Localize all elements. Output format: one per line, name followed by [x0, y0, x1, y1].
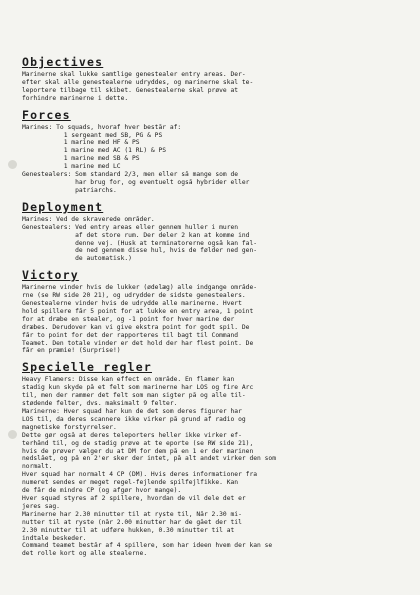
text-line: magnetiske forstyrrelser. [22, 423, 117, 431]
text-line: 1 marine med SB & PS [22, 155, 140, 163]
section-heading: Specielle regler [22, 360, 152, 375]
text-line: Marinerne vinder hvis de lukker (ødelæg) alle indgange område- [22, 284, 258, 292]
text-line: Genestealers: Som standard 2/3, men eller så mange som de [22, 171, 239, 179]
text-line: efter skal alle genestealerne udryddes, og marinerne skal te- [22, 78, 254, 86]
text-line: til, men der rammer det felt som man sigter på og alle til- [22, 392, 246, 400]
section-deployment [22, 201, 398, 263]
text-line: Teamet. Den totale vinder er det hold der har flest point. De [22, 339, 254, 347]
punch-hole-mark [8, 160, 17, 169]
section-heading: Deployment [22, 199, 104, 214]
section-heading: Forces [22, 107, 71, 122]
text-line: de får de mindre CP (og afgør hvor mange). [22, 487, 182, 495]
text-line: af det store rum. Der deler 2 kan at komme ind [22, 231, 250, 239]
section-heading: Objectives [22, 55, 104, 69]
text-line: numeret sendes er meget regel-fejlende spilfejlfikke. Kan [22, 479, 239, 487]
text-line: 1 marine med HF & PS [22, 139, 140, 147]
text-line: nutter til at ryste (når 2.00 minutter har de gået der til [22, 518, 242, 526]
text-line: har brug for, og eventuelt også hybrider eller [22, 178, 250, 186]
text-line: stadig kun skyde på et felt som marinerne har LOS og fire Arc [22, 384, 254, 392]
text-line: Marines: Ved de skraverede områder. [22, 215, 155, 223]
section-heading: Victory [22, 268, 79, 283]
text-line: får en præmie! (Surprise!) [22, 347, 121, 355]
document-body [22, 56, 398, 558]
text-line: Marines: To squads, hvoraf hver består af: [22, 123, 182, 131]
text-line: nedslået, og på en 2'er sker der intet, på alt andet virker den som [22, 455, 277, 463]
text-line: indtale beskeder. [22, 534, 87, 542]
section-victory [22, 269, 398, 355]
section-specielle-regler [22, 361, 398, 558]
text-line: hvis de prøver vælger du at DM for dem på en 1 er der marinen [22, 447, 254, 455]
text-line: for at dræbe en stealer, og -1 point for hver marine der [22, 315, 235, 323]
text-line: stødende felter, dvs. maksimalt 9 felter. [22, 400, 178, 408]
text-line: normalt. [22, 463, 53, 471]
text-line: leportere tilbage til skibet. Genestealerne skal prøve at [22, 86, 239, 94]
text-line: får to point for det der rapporteres til bagt til Command [22, 331, 239, 339]
text-line: Heavy Flamers: Disse kan effect en område. En flamer kan [22, 376, 235, 384]
text-line: Command teamet består af 4 spillere, som har ideen hvem der kan se [22, 542, 273, 550]
text-line: Marinerne skal lukke samtlige genestealer entry areas. Der- [22, 71, 246, 78]
text-line: LOS til, da deres scannere ikke virker på grund af radio og [22, 415, 246, 423]
text-line: Hver squad har normalt 4 CP (DM). Hvis deres informationer fra [22, 471, 258, 479]
text-line: terhånd til, og de stadig prøve at te eporte (se RW side 21), [22, 439, 254, 447]
text-line: Hver squad styres af 2 spillere, hvordan de vil dele det er [22, 494, 246, 502]
section-objectives [22, 56, 398, 103]
text-line: dræbes. Derudover kan vi give ekstra point for godt spil. De [22, 323, 250, 331]
text-line: denne vej. (Husk at terminatorerne også kan fal- [22, 239, 258, 247]
text-line: patriarchs. [22, 186, 117, 194]
text-line: rne (se RW side 20 21), og udrydder de sidste genestealers. [22, 292, 246, 300]
text-line: Dette gør også at deres teleporters heller ikke virker ef- [22, 431, 242, 439]
text-line: Marinerne har 2.30 minutter til at ryste til, Når 2.30 mi- [22, 510, 242, 518]
punch-hole-mark [8, 430, 17, 439]
text-line: 1 marine med AC (1 RL) & PS [22, 147, 167, 155]
text-line: 2.30 minutter til at udføre hukken, 0.30 minutter til at [22, 526, 235, 534]
text-line: hold spillere får 5 point for at lukke en entry area, 1 point [22, 307, 254, 315]
text-line: forhindre marinerne i dette. [22, 94, 129, 102]
text-line: jeres sag. [22, 502, 60, 510]
text-line: Genestealers: Ved entry areas eller gennem huller i muren [22, 223, 239, 231]
text-line: 1 marine med LC [22, 163, 121, 171]
text-line: det rolle kort og alle stealerne. [22, 550, 148, 558]
section-forces [22, 109, 398, 195]
text-line: Marinerne: Hver squad har kun de det som deres figurer har [22, 408, 242, 415]
text-line: de automatisk.) [22, 255, 132, 263]
text-line: de ned gennem disse hul, hvis de følder ned gen- [22, 247, 258, 255]
text-line: Genestealerne vinder hvis de udrydde alle marinerne. Hvert [22, 300, 242, 308]
text-line: 1 sergeant med SB, PG & PS [22, 131, 163, 139]
